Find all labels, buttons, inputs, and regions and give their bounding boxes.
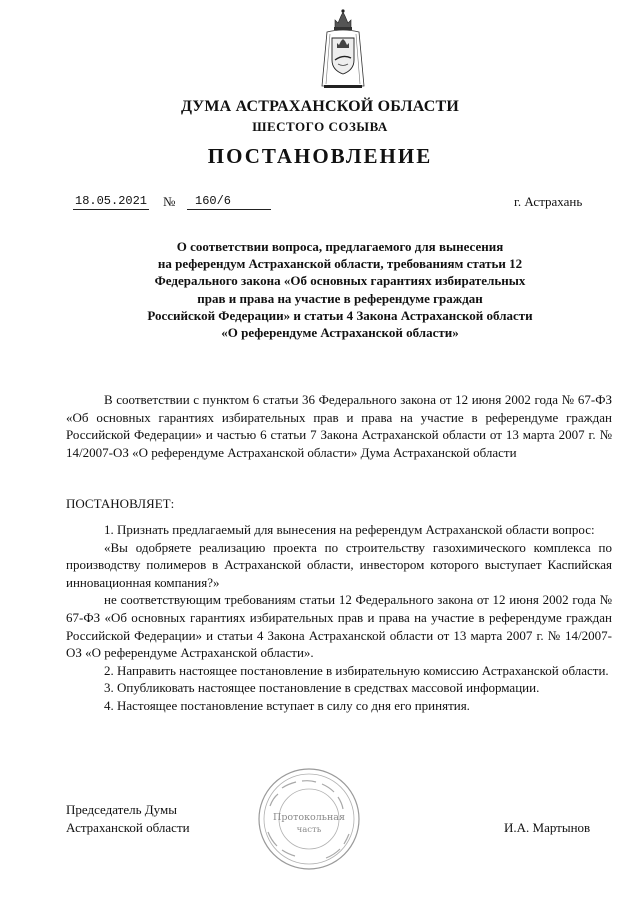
document-date: 18.05.2021 xyxy=(75,194,148,208)
item-4: 4. Настоящее постановление вступает в силу со дня его принятия. xyxy=(104,697,470,713)
signatory-title-line: Астраханской области xyxy=(66,820,190,835)
signatory-name: И.А. Мартынов xyxy=(504,820,591,835)
subject-line: О соответствии вопроса, предлагаемого для вынесения xyxy=(176,239,504,254)
official-stamp xyxy=(256,766,362,872)
resolution-items xyxy=(66,521,612,715)
document-subject xyxy=(110,238,570,341)
subject-line: «О референдуме Астраханской области» xyxy=(221,325,459,341)
stamp-text: часть xyxy=(296,825,322,835)
item-2: 2. Направить настоящее постановление в избирательную комиссию Астраханской области. xyxy=(104,662,609,678)
item-1-conclusion: не соответствующим требованиям статьи 12 Федерального закона от 12 июня 2002 года № 67-ФЗ «Об основных гарантиях избирательных прав и права на участие в референдуме граждан Российской Федерации» и статьи 4 Закона Астраханской области от 13 марта 2007 г. № 14/2007-ОЗ «О референдуме Астраханской области». xyxy=(66,592,612,661)
stamp-text: Протокольная xyxy=(273,812,345,823)
coat-of-arms-emblem xyxy=(318,6,368,90)
document-type: ПОСТАНОВЛЕНИЕ xyxy=(207,144,433,168)
item-3: 3. Опубликовать настоящее постановление в средствах массовой информации. xyxy=(104,680,540,696)
item-1-question: «Вы одобряете реализацию проекта по строительству газохимического комплекса по производству полимеров в Астраханской области, инвестором которого выступает Каспийская инновационная компания?» xyxy=(66,539,612,590)
item-1: 1. Признать предлагаемый для вынесения на референдум Астраханской области вопрос: xyxy=(104,522,595,537)
subject-line: Российской Федерации» и статьи 4 Закона Астраханской области xyxy=(147,307,533,323)
city: г. Астрахань xyxy=(514,194,583,209)
signatory-title-line: Председатель Думы xyxy=(66,802,177,817)
organization-name: ДУМА АСТРАХАНСКОЙ ОБЛАСТИ xyxy=(180,98,460,115)
resolves-heading: ПОСТАНОВЛЯЕТ: xyxy=(66,496,175,511)
document-number: 160/6 xyxy=(187,194,271,210)
convocation: ШЕСТОГО СОЗЫВА xyxy=(252,119,388,134)
number-label: № xyxy=(163,194,176,209)
preamble-paragraph: В соответствии с пунктом 6 статьи 36 Федерального закона от 12 июня 2002 года № 67-ФЗ «Об основных гарантиях избирательных прав и права на участие в референдуме граждан Российской Федерации» и частью 6 статьи 7 Закона Астраханской области от 13 марта 2007 г. № 14/2007-ОЗ «О референдуме Астраханской области» Дума Астраханской области xyxy=(66,392,612,460)
preamble-block xyxy=(66,391,612,461)
subject-line: Федерального закона «Об основных гарантиях избирательных xyxy=(154,273,526,289)
signatory-title xyxy=(66,801,190,837)
subject-line: на референдум Астраханской области, требованиям статьи 12 xyxy=(157,256,523,272)
subject-line: прав и права на участие в референдуме граждан xyxy=(197,290,483,306)
